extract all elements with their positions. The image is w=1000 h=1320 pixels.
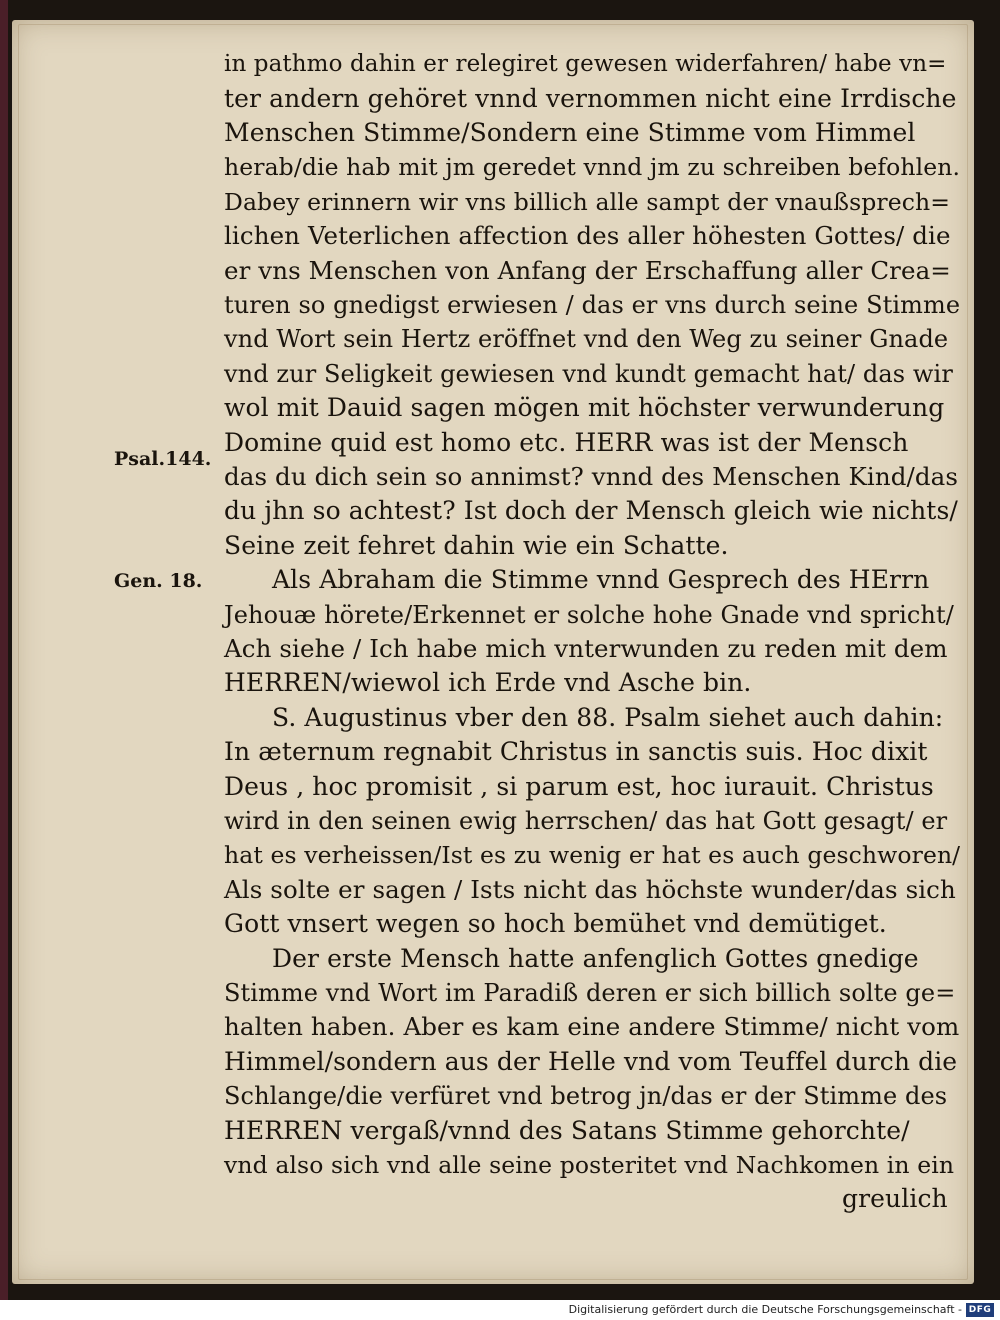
text-line: Jehouæ hörete/Erkennet er solche hohe Gnade vnd spricht/ — [224, 601, 954, 629]
text-line: wird in den seinen ewig herrschen/ das hat Gott gesagt/ er — [224, 807, 948, 835]
dfg-logo: DFG — [966, 1303, 994, 1317]
text-line: ter andern gehöret vnnd vernommen nicht eine Irrdische — [224, 84, 957, 113]
text-line: Himmel/sondern aus der Helle vnd vom Teuffel durch die — [224, 1047, 958, 1076]
text-line: wol mit Dauid sagen mögen mit höchster verwunderung — [224, 393, 945, 422]
text-line: Gott vnsert wegen so hoch bemühet vnd demütiget. — [224, 909, 887, 938]
text-line: Als solte er sagen / Ists nicht das höchste wunder/das sich — [224, 875, 956, 904]
text-line: halten haben. Aber es kam eine andere Stimme/ nicht vom — [224, 1012, 960, 1041]
text-line: Domine quid est homo etc. HERR was ist der Mensch — [224, 428, 909, 457]
margin-reference: Gen. 18. — [114, 570, 203, 592]
text-line: er vns Menschen von Anfang der Erschaffung aller Crea= — [224, 256, 951, 285]
text-line: vnd also sich vnd alle seine posteritet vnd Nachkomen in ein — [224, 1151, 955, 1179]
book-page — [12, 20, 974, 1284]
catchword: greulich — [842, 1184, 948, 1213]
text-line: das du dich sein so annimst? vnnd des Menschen Kind/das — [224, 462, 959, 491]
text-line: vnd Wort sein Hertz eröffnet vnd den Weg zu seiner Gnade — [224, 325, 949, 353]
text-line: Deus , hoc promisit , si parum est, hoc iurauit. Christus — [224, 772, 934, 801]
text-line: Dabey erinnern wir vns billich alle sampt der vnaußsprech= — [224, 188, 951, 216]
text-line: HERREN/wiewol ich Erde vnd Asche bin. — [224, 668, 752, 697]
text-line: Seine zeit fehret dahin wie ein Schatte. — [224, 531, 729, 560]
text-line: Stimme vnd Wort im Paradiß deren er sich billich solte ge= — [224, 979, 956, 1007]
text-line: lichen Veterlichen affection des aller höhesten Gottes/ die — [224, 221, 951, 250]
text-line: du jhn so achtest? Ist doch der Mensch gleich wie nichts/ — [224, 496, 958, 525]
text-line: turen so gnedigst erwiesen / das er vns durch seine Stimme — [224, 291, 961, 319]
text-line: in pathmo dahin er relegiret gewesen widerfahren/ habe vn= — [224, 51, 947, 77]
text-line: herab/die hab mit jm geredet vnnd jm zu schreiben befohlen. — [224, 153, 961, 181]
text-line: Ach siehe / Ich habe mich vnterwunden zu reden mit dem — [224, 634, 948, 663]
text-line: HERREN vergaß/vnnd des Satans Stimme gehorchte/ — [224, 1116, 910, 1145]
text-line: Der erste Mensch hatte anfenglich Gottes gnedige — [272, 944, 919, 973]
margin-reference: Psal.144. — [114, 448, 212, 470]
book-spine-edge — [0, 0, 8, 1300]
text-line: Als Abraham die Stimme vnnd Gesprech des HErrn — [272, 565, 930, 594]
text-line: S. Augustinus vber den 88. Psalm siehet auch dahin: — [272, 703, 944, 732]
text-line: hat es verheissen/Ist es zu wenig er hat es auch geschworen/ — [224, 841, 961, 869]
funding-credit: Digitalisierung gefördert durch die Deutsche Forschungsgemeinschaft - — [568, 1303, 962, 1316]
text-line: Menschen Stimme/Sondern eine Stimme vom Himmel — [224, 118, 916, 147]
footer-bar — [0, 1300, 1000, 1320]
text-line: Schlange/die verfüret vnd betrog jn/das er der Stimme des — [224, 1082, 948, 1110]
text-line: In æternum regnabit Christus in sanctis suis. Hoc dixit — [224, 737, 928, 766]
text-line: vnd zur Seligkeit gewiesen vnd kundt gemacht hat/ das wir — [224, 360, 953, 388]
